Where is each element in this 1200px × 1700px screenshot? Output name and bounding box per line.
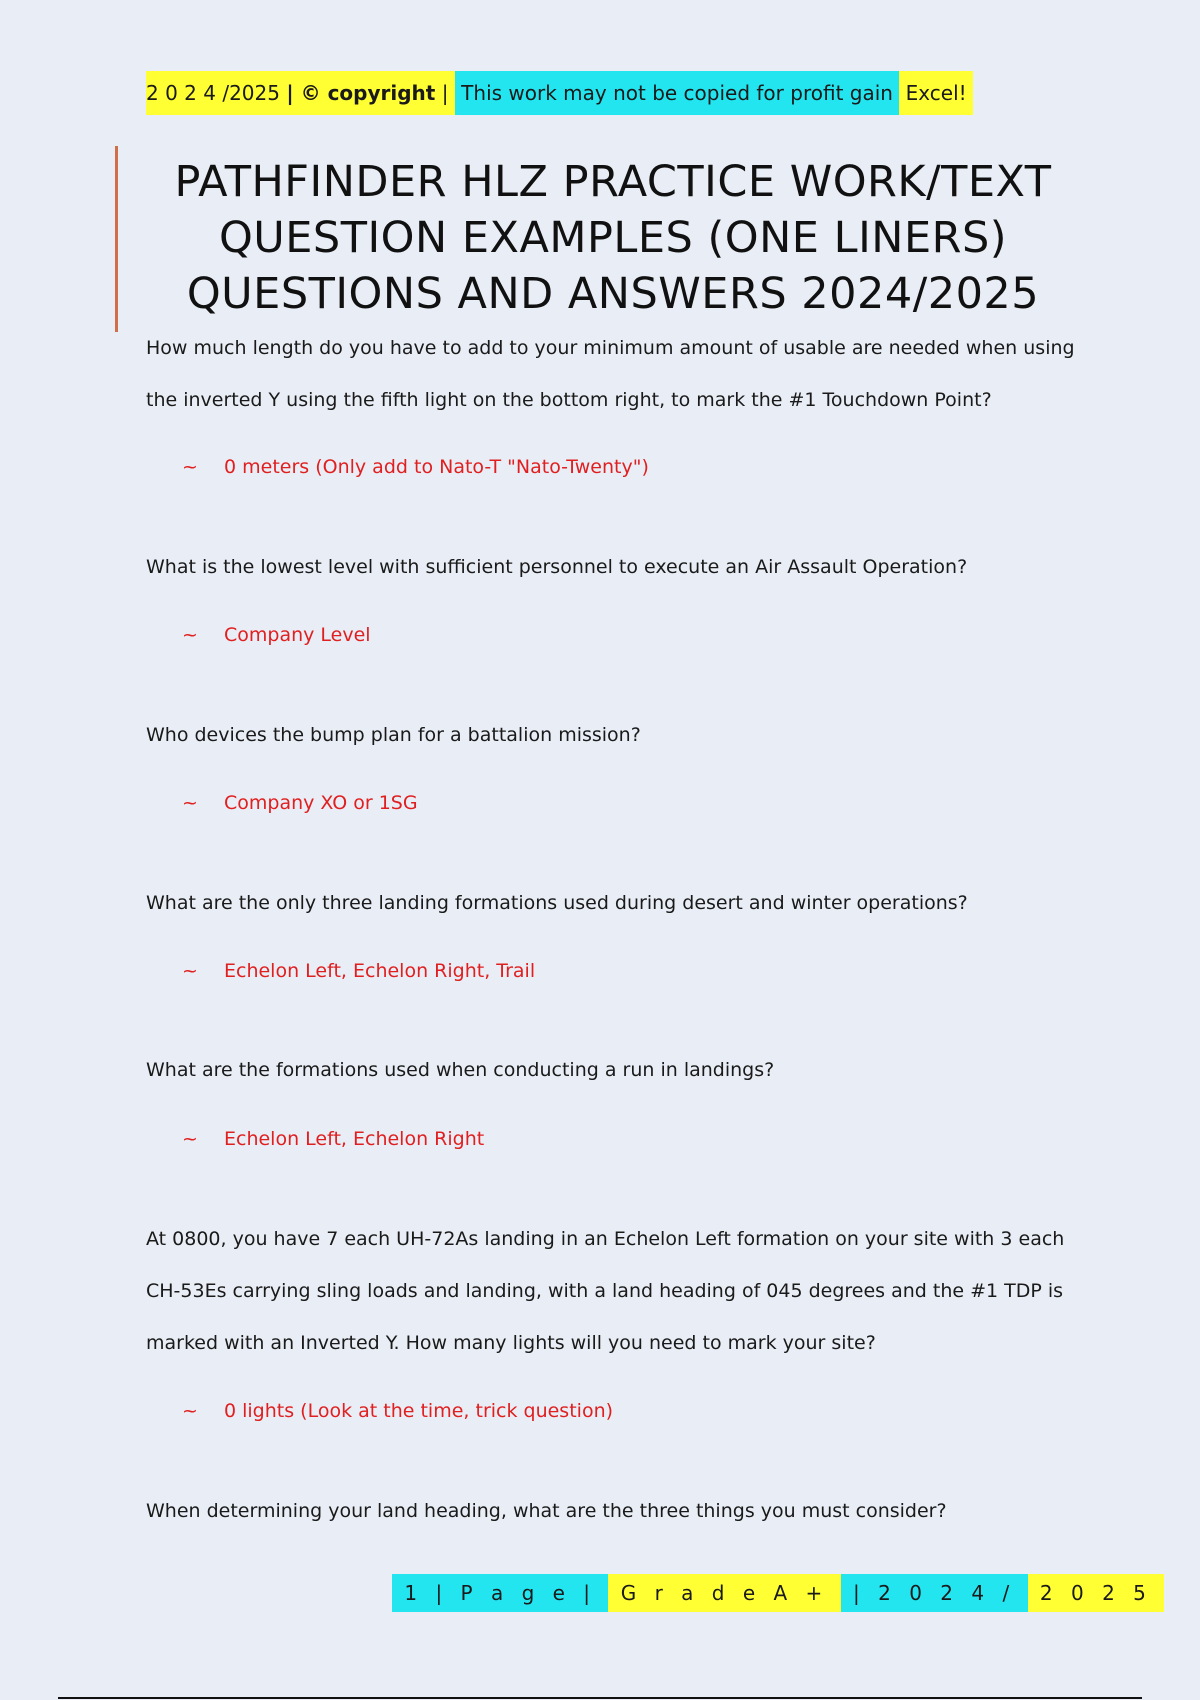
page-footer (392, 1574, 1164, 1612)
banner-pipe: | (286, 71, 300, 115)
answer-text: Echelon Left, Echelon Right (224, 1128, 485, 1150)
question-text: When determining your land heading, what are the three things you must consider? (146, 1500, 947, 1522)
question-item (146, 709, 1076, 761)
question-text: Who devices the bump plan for a battalion mission? (146, 724, 641, 746)
banner-copyright: © copyright (301, 71, 436, 115)
answer-item (182, 960, 535, 982)
question-text: What are the only three landing formations used during desert and winter operations? (146, 892, 968, 914)
footer-page-number: 1 | P a g e | (392, 1574, 608, 1612)
answer-item (182, 792, 418, 814)
answer-marker: ~ (182, 792, 198, 814)
question-item (146, 877, 1076, 929)
footer-year: 2 0 2 5 (1028, 1574, 1165, 1612)
answer-marker: ~ (182, 960, 198, 982)
banner-excel: Excel! (899, 71, 973, 115)
question-item (146, 1485, 1076, 1537)
document-title: PATHFINDER HLZ PRACTICE WORK/TEXT QUESTION EXAMPLES (ONE LINERS) QUESTIONS AND ANSWERS 2024/2025 (174, 157, 1052, 319)
answer-marker: ~ (182, 1400, 198, 1422)
question-text: How much length do you have to add to your minimum amount of usable are needed when using the inverted Y using the fifth light on the bottom right, to mark the #1 Touchdown Point? (146, 337, 1075, 411)
answer-text: 0 lights (Look at the time, trick question) (224, 1400, 614, 1422)
answer-item (182, 1128, 484, 1150)
answer-text: 0 meters (Only add to Nato-T "Nato-Twenty") (224, 456, 649, 478)
question-text: What are the formations used when conducting a run in landings? (146, 1059, 775, 1081)
question-text: At 0800, you have 7 each UH-72As landing in an Echelon Left formation on your site with 3 each CH-53Es carrying sling loads and landing, with a land heading of 045 degrees and the #1 TDP is marked with an Inverted Y. How many lights will you need to mark your site? (146, 1228, 1065, 1354)
answer-item (182, 624, 371, 646)
copyright-banner (146, 71, 973, 115)
answer-text: Echelon Left, Echelon Right, Trail (224, 960, 536, 982)
title-block (115, 146, 1078, 332)
bottom-divider (58, 1697, 1142, 1699)
question-item (146, 322, 1076, 426)
answer-marker: ~ (182, 1128, 198, 1150)
question-item (146, 1213, 1076, 1369)
banner-pipe: | (435, 71, 454, 115)
answer-marker: ~ (182, 456, 198, 478)
banner-year: 2 0 2 4 /2025 (146, 71, 286, 115)
answer-item (182, 1400, 613, 1422)
answer-item (182, 456, 649, 478)
question-item (146, 1044, 1076, 1096)
banner-notice: This work may not be copied for profit gain (455, 71, 900, 115)
answer-marker: ~ (182, 624, 198, 646)
answer-text: Company Level (224, 624, 371, 646)
question-item (146, 541, 1076, 593)
footer-year: | 2 0 2 4 / (841, 1574, 1028, 1612)
footer-grade: G r a d e A + (608, 1574, 840, 1612)
question-text: What is the lowest level with sufficient personnel to execute an Air Assault Operation? (146, 556, 968, 578)
answer-text: Company XO or 1SG (224, 792, 418, 814)
